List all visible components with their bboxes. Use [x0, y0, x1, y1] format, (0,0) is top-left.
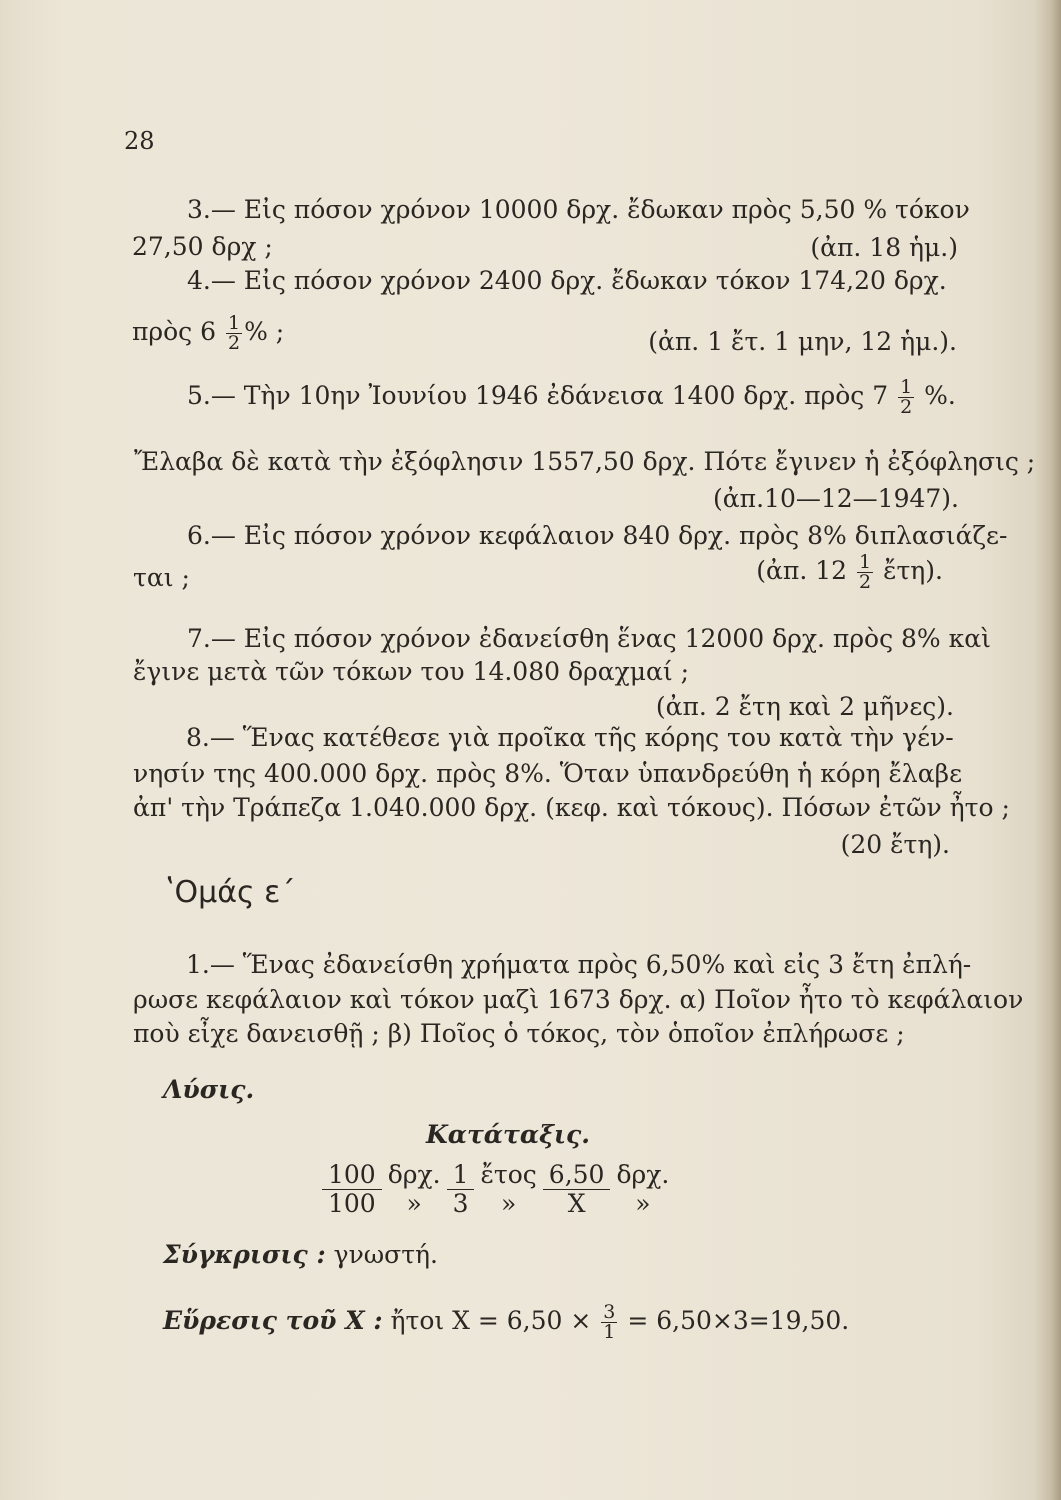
section-heading: ʽΟμάς ε΄ — [165, 875, 296, 910]
problem-7-answer: (ἀπ. 2 ἔτη καὶ 2 μῆνες). — [655, 692, 954, 721]
table-cell: 1 — [447, 1161, 475, 1190]
arrangement-heading: Κατάταξις. — [426, 1120, 590, 1149]
problem-4-answer: (ἀπ. 1 ἔτ. 1 μην, 12 ἡμ.). — [648, 327, 957, 356]
table-cell: ἔτος — [480, 1160, 537, 1190]
table-cell: » — [406, 1188, 422, 1218]
problem-3-line-2: 27,50 δρχ ; — [132, 232, 273, 261]
problem-5-line-1: 5.— Τὴν 10ην Ἰουνίου 1946 ἐδάνεισα 1400 δρχ. πρὸς 7 $\frac{1}{2}$ %. — [187, 376, 956, 418]
comparison-line: Σύγκρισις : γνωστή. — [163, 1240, 438, 1269]
group-e-problem-1-line-1: 1.— Ἕνας ἐδανείσθη χρήματα πρὸς 6,50% καὶ εἰς 3 ἔτη ἐπλή- — [186, 950, 972, 979]
table-cell: δρχ. — [616, 1160, 670, 1190]
solution-heading: Λύσις. — [163, 1075, 255, 1104]
problem-8-line-1: 8.— Ἕνας κατέθεσε γιὰ προῖκα τῆς κόρης του κατὰ τὴν γέν- — [186, 723, 954, 752]
fraction-three: $\frac{3}{1}$ — [603, 1301, 616, 1343]
table-cell: 3 — [452, 1189, 469, 1218]
problem-3-line-1: 3.— Εἰς πόσον χρόνον 10000 δρχ. ἔδωκαν πρὸς 5,50 % τόκον — [187, 195, 970, 224]
table-row — [322, 1190, 675, 1219]
table-cell: Χ — [567, 1189, 586, 1218]
table-row — [322, 1161, 675, 1190]
problem-8-line-3: ἀπ' τὴν Τράπεζα 1.040.000 δρχ. (κεφ. καὶ τόκους). Πόσων ἐτῶν ἦτο ; — [133, 793, 1010, 822]
problem-5-answer: (ἀπ.10—12—1947). — [713, 484, 959, 513]
problem-6-answer: (ἀπ. 12 $\frac{1}{2}$ ἔτη). — [756, 551, 943, 593]
table-cell: » — [635, 1188, 651, 1218]
table-cell: 100 — [328, 1189, 376, 1218]
problem-6-line-2: ται ; — [133, 563, 190, 592]
problem-3-answer: (ἀπ. 18 ἡμ.) — [810, 233, 958, 262]
fraction-half: $\frac{1}{2}$ — [900, 376, 913, 418]
table-cell: 100 — [322, 1161, 382, 1190]
problem-8-answer: (20 ἔτη). — [840, 830, 950, 859]
problem-6-line-1: 6.— Εἰς πόσον χρόνον κεφάλαιον 840 δρχ. πρὸς 8% διπλασιάζε- — [187, 521, 1008, 550]
arrangement-table — [322, 1161, 675, 1218]
problem-4-line-1: 4.— Εἰς πόσον χρόνον 2400 δρχ. ἔδωκαν τόκον 174,20 δρχ. — [187, 266, 947, 295]
table-cell: δρχ. — [387, 1160, 441, 1190]
problem-4-line-2: πρὸς 6 $\frac{1}{2}$ % ; — [132, 312, 285, 354]
table-cell: » — [500, 1188, 517, 1218]
fraction-half: $\frac{1}{2}$ — [228, 312, 241, 354]
group-e-problem-1-line-2: ρωσε κεφάλαιον καὶ τόκον μαζὶ 1673 δρχ. α) Ποῖον ἦτο τὸ κεφάλαιον — [133, 985, 1024, 1014]
fraction-half: $\frac{1}{2}$ — [859, 551, 872, 593]
problem-7-line-1: 7.— Εἰς πόσον χρόνον ἐδανείσθη ἕνας 12000 δρχ. πρὸς 8% καὶ — [187, 624, 991, 653]
problem-7-line-2: ἔγινε μετὰ τῶν τόκων του 14.080 δραχμαί ; — [133, 657, 690, 686]
group-e-problem-1-line-3: ποὺ εἶχε δανεισθῇ ; β) Ποῖος ὁ τόκος, τὸν ὁποῖον ἐπλήρωσε ; — [133, 1019, 905, 1048]
problem-8-line-2: νησίν της 400.000 δρχ. πρὸς 8%. Ὅταν ὑπανδρεύθη ἡ κόρη ἔλαβε — [133, 759, 963, 788]
problem-5-line-2: Ἔλαβα δὲ κατὰ τὴν ἐξόφλησιν 1557,50 δρχ. Πότε ἔγινεν ἡ ἐξόφλησις ; — [134, 447, 1036, 476]
find-x-line: Εὕρεσις τοῦ Χ : ἤτοι Χ = 6,50 × $\frac{3}{1}$ = 6,50×3=19,50. — [163, 1301, 850, 1343]
page-edge — [1035, 0, 1061, 1500]
page-number: 28 — [124, 127, 155, 155]
table-cell: 6,50 — [543, 1161, 611, 1190]
